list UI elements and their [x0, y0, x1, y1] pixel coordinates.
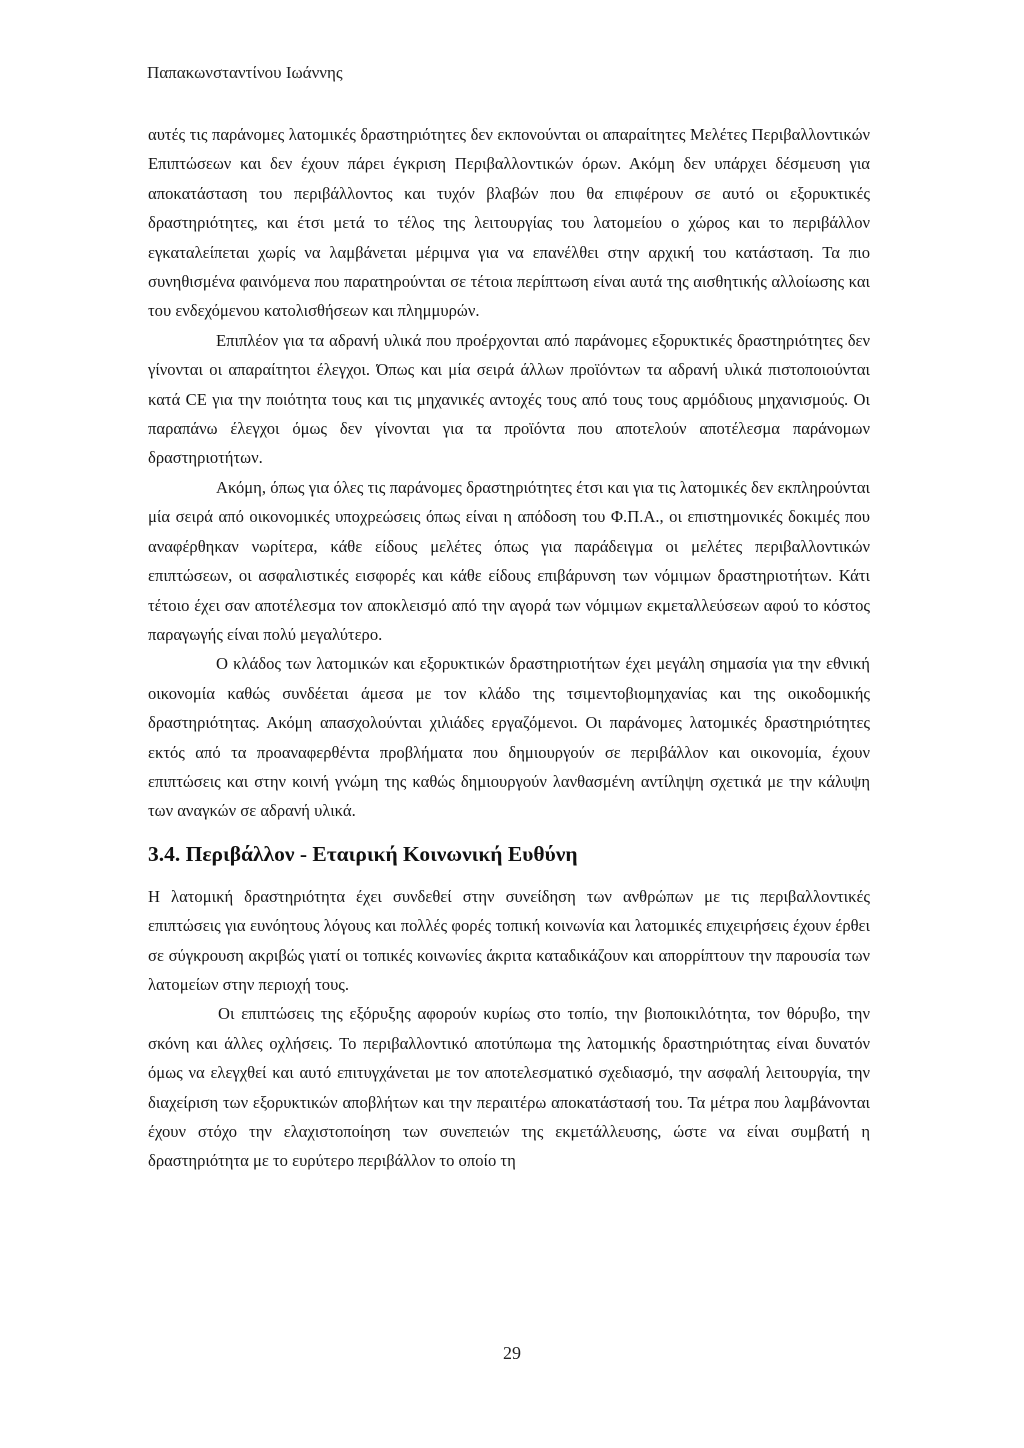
paragraph-economic-obligations: Ακόμη, όπως για όλες τις παράνομες δραστηριότητες έτσι και για τις λατομικές δεν εκπληρούνται μία σειρά από οικονομικές υποχρεώσεις όπως είναι η απόδοση του Φ.Π.Α., οι επιστημονικές δοκιμές που αναφέρθηκαν νωρίτερα, κάθε είδους μελέτες όπως για παράδειγμα οι μελέτες περιβαλλοντικών επιπτώσεων, οι ασφαλιστικές εισφορές και κάθε είδους επιβάρυνση των νόμιμων δραστηριοτήτων. Κάτι τέτοιο έχει σαν αποτέλεσμα τον αποκλεισμό από την αγορά των νόμιμων εκμεταλλεύσεων αφού το κόστος παραγωγής είναι πολύ μεγαλύτερο. [148, 477, 870, 644]
paragraph-continuation: αυτές τις παράνομες λατομικές δραστηριότητες δεν εκπονούνται οι απαραίτητες Μελέτες Περιβαλλοντικών Επιπτώσεων και δεν έχουν πάρει έγκριση Περιβαλλοντικών όρων. Ακόμη δεν υπάρχει δέσμευση για αποκατάσταση του περιβάλλοντος και τυχόν βλαβών που θα επιφέρουν σε αυτό οι εξορυκτικές δραστηριότητες, και έτσι μετά το τέλος της λειτουργίας του λατομείου ο χώρος και το περιβάλλον εγκαταλείπεται χωρίς να λαμβάνεται μέριμνα για να επανέλθει στην αρχική του κατάσταση. Τα πιο συνηθισμένα φαινόμενα που παρατηρούνται σε τέτοια περίπτωση είναι αυτά της αισθητικής αλλοίωσης και του ενδεχόμενου κατολισθήσεων και πλημμυρών. [148, 125, 870, 321]
paragraph-section-intro: Η λατομική δραστηριότητα έχει συνδεθεί στην συνείδηση των ανθρώπων με τις περιβαλλοντικές επιπτώσεις για ευνόητους λόγους και πολλές φορές τοπική κοινωνία και λατομικές επιχειρήσεις έχουν έρθει σε σύγκρουση ακριβώς γιατί οι τοπικές κοινωνίες άκριτα καταδικάζουν και απορρίπτουν την παρουσία των λατομείων στην περιοχή τους. [148, 886, 870, 994]
paragraph-aggregates-testing: Επιπλέον για τα αδρανή υλικά που προέρχονται από παράνομες εξορυκτικές δραστηριότητες δεν γίνονται οι απαραίτητοι έλεγχοι. Όπως και μία σειρά άλλων προϊόντων τα αδρανή υλικά πιστοποιούνται κατά CE για την ποιότητα τους και τις μηχανικές αντοχές τους από τους τους αρμόδιους μηχανισμούς. Οι παραπάνω έλεγχοι όμως δεν γίνονται για τα προϊόντα που αποτελούν αποτέλεσμα παράνομων δραστηριοτήτων. [148, 330, 870, 468]
running-header-author: Παπακωνσταντίνου Ιωάννης [147, 63, 343, 82]
body-text [148, 120, 870, 1176]
page-number: 29 [503, 1343, 521, 1363]
paragraph-section-impacts: Οι επιπτώσεις της εξόρυξης αφορούν κυρίως στο τοπίο, την βιοποικιλότητα, τον θόρυβο, την σκόνη και άλλες οχλήσεις. Το περιβαλλοντικό αποτύπωμα της λατομικής δραστηριότητας είναι δυνατόν όμως να ελεγχθεί και αυτό επιτυγχάνεται με τον αποτελεσματικό σχεδιασμό, την ασφαλή λειτουργία, την διαχείριση των εξορυκτικών αποβλήτων και την περαιτέρω αποκατάστασή του. Τα μέτρα που λαμβάνονται έχουν στόχο την ελαχιστοποίηση των συνεπειών της εκμετάλλευσης, ώστε να είναι συμβατή η δραστηριότητα με το ευρύτερο περιβάλλον το οποίο τη [148, 1004, 870, 1171]
section-heading: 3.4. Περιβάλλον - Εταιρική Κοινωνική Ευθύνη [148, 841, 578, 866]
paragraph-sector-importance: Ο κλάδος των λατομικών και εξορυκτικών δραστηριοτήτων έχει μεγάλη σημασία για την εθνική οικονομία καθώς συνδέεται άμεσα με τον κλάδο της τσιμεντοβιομηχανίας και της οικοδομικής δραστηριότητας. Ακόμη απασχολούνται χιλιάδες εργαζόμενοι. Οι παράνομες λατομικές δραστηριότητες εκτός από τα προαναφερθέντα προβλήματα που δημιουργούν σε περιβάλλον και οικονομία, έχουν επιπτώσεις και στην κοινή γνώμη της καθώς δημιουργούν λανθασμένη αντίληψη σχετικά με την κάλυψη των αναγκών σε αδρανή υλικά. [148, 654, 870, 821]
